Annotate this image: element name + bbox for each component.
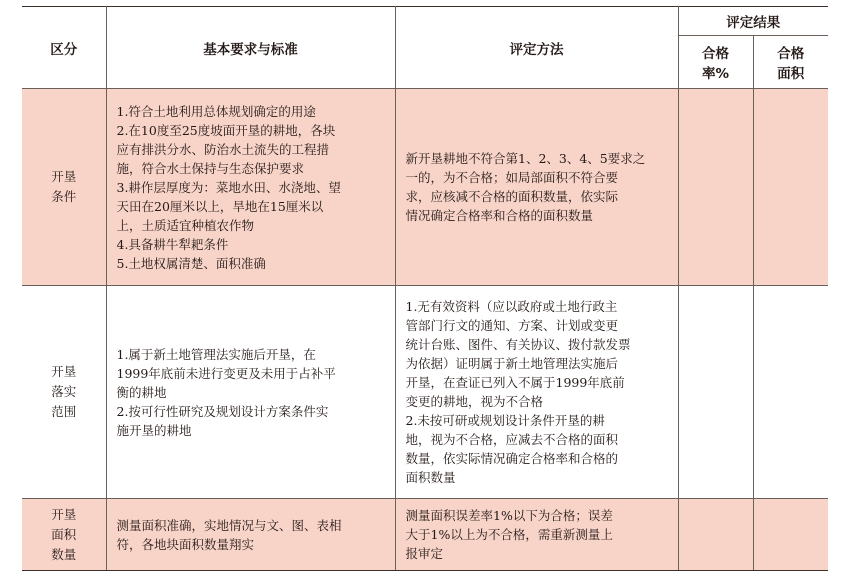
header-area: 合格 面积 <box>753 36 828 89</box>
header-category: 区分 <box>22 7 106 89</box>
method-cell: 1.无有效资料（应以政府或土地行政主 管部门行文的通知、方案、计划或变更 统计台账、图件、有关协议、拨付款发票 为依据）证明属于新土地管理法实施后 开垦，在查证已列入不属于1999年底前 变更的耕地，视为不合格 2.未按可研或规划设计条件开垦的耕 地，视为不合格，应减去不合格的面积 数量，依实际情况确定合格率和合格的 面积数量 <box>395 286 678 499</box>
header-rate: 合格 率% <box>678 36 753 89</box>
category-cell: 开垦 条件 <box>22 89 106 286</box>
requirements-cell: 测量面积准确，实地情况与文、图、表相 符，各地块面积数量翔实 <box>106 499 395 571</box>
rate-cell <box>678 89 753 286</box>
requirements-cell: 1.符合土地利用总体规划确定的用途 2.在10度至25度坡面开垦的耕地，各块 应有排洪分水、防治水土流失的工程措 施，符合水土保持与生态保护要求 3.耕作层厚度为：菜地水田、水浇地、望 天田在20厘米以上，旱地在15厘米以 上，土质适宜种植农作物 4.具备耕牛犁耙条件 5.土地权属清楚、面积准确 <box>106 89 395 286</box>
category-cell: 开垦 面积 数量 <box>22 499 106 571</box>
method-cell: 测量面积误差率1%以下为合格；误差 大于1%以上为不合格，需重新测量上 报审定 <box>395 499 678 571</box>
area-cell <box>753 89 828 286</box>
method-cell: 新开垦耕地不符合第1、2、3、4、5要求之 一的，为不合格；如局部面积不符合要 求，应核减不合格的面积数量，依实际 情况确定合格率和合格的面积数量 <box>395 89 678 286</box>
table-row <box>22 499 828 571</box>
table-row <box>22 89 828 286</box>
area-cell <box>753 286 828 499</box>
table-row <box>22 286 828 499</box>
header-result: 评定结果 <box>678 7 828 36</box>
header-method: 评定方法 <box>395 7 678 89</box>
category-cell: 开垦 落实 范围 <box>22 286 106 499</box>
rate-cell <box>678 286 753 499</box>
requirements-cell: 1.属于新土地管理法实施后开垦，在 1999年底前未进行变更及未用于占补平 衡的耕地 2.按可行性研究及规划设计方案条件实 施开垦的耕地 <box>106 286 395 499</box>
header-requirements: 基本要求与标准 <box>106 7 395 89</box>
rate-cell <box>678 499 753 571</box>
evaluation-table <box>22 6 828 571</box>
area-cell <box>753 499 828 571</box>
